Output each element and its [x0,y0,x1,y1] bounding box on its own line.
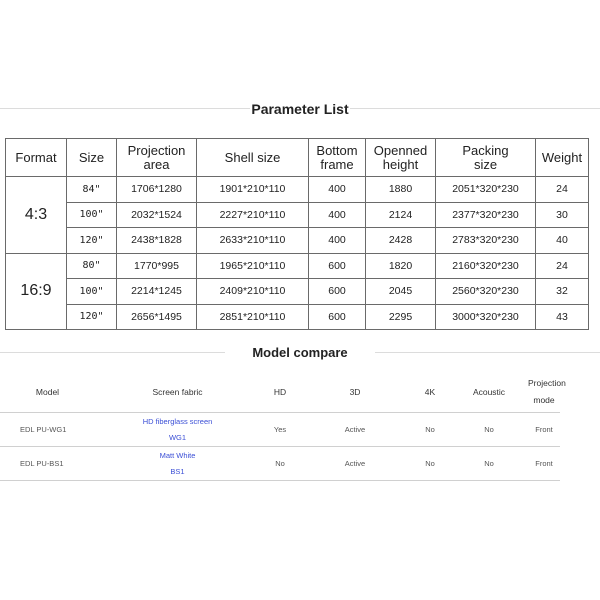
opened-height-cell: 2295 [366,304,436,330]
packing-size-cell: 2560*320*230 [436,279,536,305]
acoustic-cell: No [450,413,528,447]
size-cell: 120" [67,304,117,330]
fabric-name: Matt White [159,450,196,460]
size-cell: 120" [67,228,117,254]
hd-cell: Yes [260,413,300,447]
weight-cell: 24 [536,253,589,279]
bottom-frame-cell: 600 [309,279,366,305]
shell-size-cell: 1965*210*110 [197,253,309,279]
packing-size-cell: 2377*320*230 [436,202,536,228]
parameter-table [5,138,589,330]
bottom-frame-cell: 400 [309,202,366,228]
packing-size-cell: 2051*320*230 [436,177,536,203]
projection-area-cell: 1770*995 [117,253,197,279]
header-model: Model [0,372,95,413]
bottom-frame-cell: 600 [309,304,366,330]
shell-size-cell: 1901*210*110 [197,177,309,203]
packing-size-cell: 3000*320*230 [436,304,536,330]
screen-fabric-cell [95,413,260,447]
header-hd: HD [260,372,300,413]
header-projection-area: Projection area [117,139,197,177]
shell-size-cell: 2409*210*110 [197,279,309,305]
fabric-code: BS1 [170,466,185,476]
acoustic-cell: No [450,447,528,481]
size-cell: 100" [67,279,117,305]
weight-cell: 40 [536,228,589,254]
table-row [6,228,589,254]
table-row [0,413,560,447]
weight-cell: 30 [536,202,589,228]
table-row [6,279,589,305]
model-compare-title: Model compare [252,345,348,360]
bottom-frame-cell: 600 [309,253,366,279]
header-packing-size: Packing size [436,139,536,177]
opened-height-cell: 2045 [366,279,436,305]
shell-size-cell: 2851*210*110 [197,304,309,330]
table-row [6,304,589,330]
header-shell-size: Shell size [197,139,309,177]
header-size: Size [67,139,117,177]
shell-size-cell: 2633*210*110 [197,228,309,254]
weight-cell: 43 [536,304,589,330]
header-opened-height: Openned height [366,139,436,177]
shell-size-cell: 2227*210*110 [197,202,309,228]
table-row [6,253,589,279]
projection-area-cell: 2032*1524 [117,202,197,228]
projection-area-cell: 2656*1495 [117,304,197,330]
fabric-code: WG1 [168,432,187,442]
hd-cell: No [260,447,300,481]
projection-area-cell: 1706*1280 [117,177,197,203]
header-acoustic: Acoustic [450,372,528,413]
packing-size-cell: 2783*320*230 [436,228,536,254]
size-cell: 80" [67,253,117,279]
model-cell: EDL PU-WG1 [0,413,95,447]
model-cell: EDL PU-BS1 [0,447,95,481]
projection-mode-cell: Front [528,413,560,447]
format-cell: 16:9 [6,253,67,330]
3d-cell: Active [300,447,410,481]
packing-size-cell: 2160*320*230 [436,253,536,279]
3d-cell: Active [300,413,410,447]
size-cell: 100" [67,202,117,228]
screen-fabric-cell [95,447,260,481]
parameter-list-title-text: Parameter List [251,101,349,117]
header-4k: 4K [410,372,450,413]
header-screen-fabric: Screen fabric [95,372,260,413]
opened-height-cell: 2124 [366,202,436,228]
opened-height-cell: 2428 [366,228,436,254]
size-cell: 84" [67,177,117,203]
model-compare-table [0,372,566,481]
header-format: Format [6,139,67,177]
table-row [0,447,560,481]
bottom-frame-cell: 400 [309,228,366,254]
header-weight: Weight [536,139,589,177]
opened-height-cell: 1820 [366,253,436,279]
table-row [6,177,589,203]
header-3d: 3D [300,372,410,413]
compare-header-row [0,372,560,413]
projection-area-cell: 2438*1828 [117,228,197,254]
format-cell: 4:3 [6,177,67,254]
header-bottom-frame: Bottom frame [309,139,366,177]
bottom-frame-cell: 400 [309,177,366,203]
table-row [6,202,589,228]
param-header-row [6,139,589,177]
projection-mode-cell: Front [528,447,560,481]
fabric-name: HD fiberglass screen [142,416,213,426]
opened-height-cell: 1880 [366,177,436,203]
weight-cell: 32 [536,279,589,305]
4k-cell: No [410,447,450,481]
header-projection-mode: Projection mode [528,372,560,413]
weight-cell: 24 [536,177,589,203]
projection-area-cell: 2214*1245 [117,279,197,305]
4k-cell: No [410,413,450,447]
